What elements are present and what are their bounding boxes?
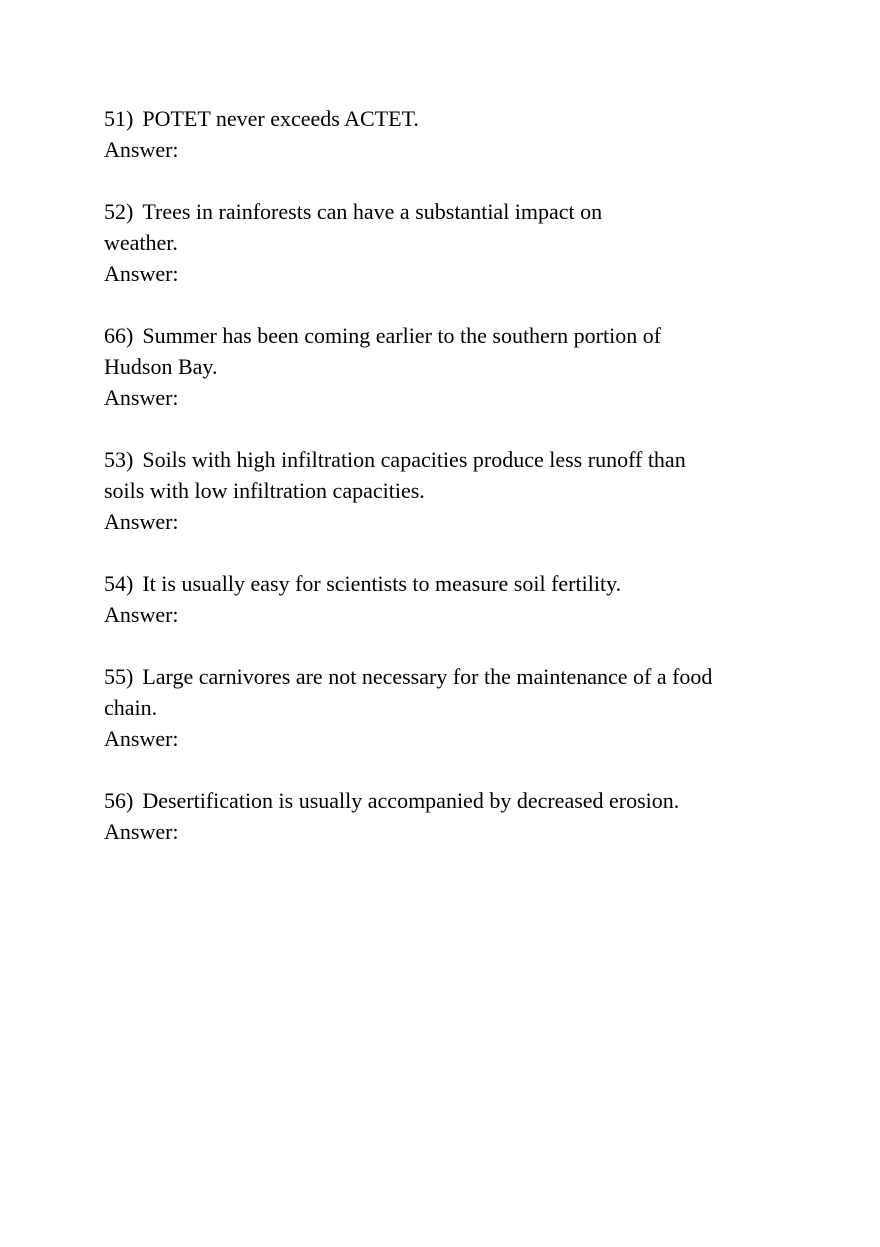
question-statement: Large carnivores are not necessary for the maintenance of a food chain. xyxy=(104,664,713,720)
question-text xyxy=(104,320,704,382)
question-text xyxy=(104,568,744,599)
question-item xyxy=(104,103,744,165)
answer-label: Answer: xyxy=(104,385,179,410)
question-number: 52) xyxy=(104,199,134,224)
question-statement: Soils with high infiltration capacities produce less runoff than soils with low infiltration capacities. xyxy=(104,447,686,503)
answer-label: Answer: xyxy=(104,726,179,751)
question-statement: It is usually easy for scientists to measure soil fertility. xyxy=(142,571,622,596)
question-number: 53) xyxy=(104,447,134,472)
question-number: 51) xyxy=(104,106,134,131)
question-statement: POTET never exceeds ACTET. xyxy=(142,106,419,131)
question-number: 55) xyxy=(104,664,134,689)
question-statement: Trees in rainforests can have a substantial impact on weather. xyxy=(104,199,603,255)
answer-label: Answer: xyxy=(104,819,179,844)
question-item xyxy=(104,568,744,630)
question-list xyxy=(104,103,744,878)
question-item xyxy=(104,320,704,413)
question-item xyxy=(104,444,729,537)
question-item xyxy=(104,785,744,847)
question-item xyxy=(104,196,664,289)
answer-label: Answer: xyxy=(104,602,179,627)
question-text xyxy=(104,444,729,506)
question-statement: Summer has been coming earlier to the southern portion of Hudson Bay. xyxy=(104,323,662,379)
question-text xyxy=(104,661,714,723)
question-number: 66) xyxy=(104,323,134,348)
question-item xyxy=(104,661,714,754)
answer-label: Answer: xyxy=(104,261,179,286)
question-text xyxy=(104,785,744,816)
question-text xyxy=(104,196,664,258)
question-statement: Desertification is usually accompanied by decreased erosion. xyxy=(142,788,680,813)
question-number: 54) xyxy=(104,571,134,596)
answer-label: Answer: xyxy=(104,137,179,162)
question-number: 56) xyxy=(104,788,134,813)
answer-label: Answer: xyxy=(104,509,179,534)
question-text xyxy=(104,103,744,134)
